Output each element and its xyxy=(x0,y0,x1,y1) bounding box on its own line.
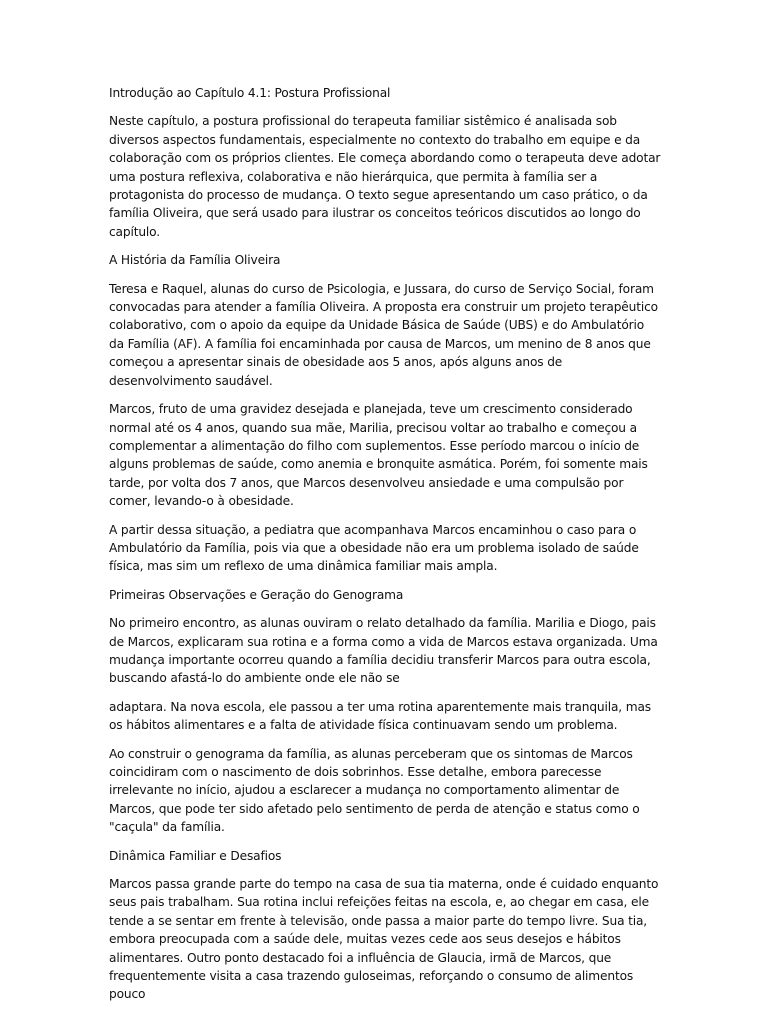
paragraph: No primeiro encontro, as alunas ouviram o relato detalhado da família. Marilia e Diogo, pais de Marcos, explicaram sua rotina e a forma como a vida de Marcos estava organizada. Uma mudança importante ocorreu quando a família decidiu transferir Marcos para outra escola, buscando afastá-lo do ambiente onde ele não se xyxy=(109,616,658,686)
section-heading: Dinâmica Familiar e Desafios xyxy=(109,848,282,863)
paragraph: Neste capítulo, a postura profissional do terapeuta familiar sistêmico é analisada sob diversos aspectos fundamentais, especialmente no contexto do trabalho em equipe e da colaboração com os próprios clientes. Ele começa abordando como o terapeuta deve adotar uma postura reflexiva, colaborativa e não hierárquica, que permita à família ser a protagonista do processo de mudança. O texto segue apresentando um caso prático, o da família Oliveira, que será usado para ilustrar os conceitos teóricos discutidos ao longo do capítulo. xyxy=(109,114,661,239)
paragraph: A partir dessa situação, a pediatra que acompanhava Marcos encaminhou o caso para o Ambulatório da Família, pois via que a obesidade não era um problema isolado de saúde física, mas sim um reflexo de uma dinâmica familiar mais ampla. xyxy=(109,522,639,574)
paragraph: Teresa e Raquel, alunas do curso de Psicologia, e Jussara, do curso de Serviço Social, foram convocadas para atender a família Oliveira. A proposta era construir um projeto terapêutico colaborativo, com o apoio da equipe da Unidade Básica de Saúde (UBS) e do Ambulatório da Família (AF). A família foi encaminhada por causa de Marcos, um menino de 8 anos que começou a apresentar sinais de obesidade aos 5 anos, após alguns anos de desenvolvimento saudável. xyxy=(109,281,658,388)
section-heading: A História da Família Oliveira xyxy=(109,253,281,268)
section-heading: Primeiras Observações e Geração do Genograma xyxy=(109,587,404,602)
section-heading: Introdução ao Capítulo 4.1: Postura Profissional xyxy=(109,86,391,100)
paragraph: Ao construir o genograma da família, as alunas perceberam que os sintomas de Marcos coincidiram com o nascimento de dois sobrinhos. Esse detalhe, embora parecesse irrelevante no início, ajudou a esclarecer a mudança no comportamento alimentar de Marcos, que pode ter sido afetado pelo sentimento de perda de atenção e status como o "caçula" da família. xyxy=(109,746,640,835)
paragraph: Marcos, fruto de uma gravidez desejada e planejada, teve um crescimento considerado normal até os 4 anos, quando sua mãe, Marilia, precisou voltar ao trabalho e começou a complementar a alimentação do filho com suplementos. Esse período marcou o início de alguns problemas de saúde, como anemia e bronquite asmática. Porém, foi somente mais tarde, por volta dos 7 anos, que Marcos desenvolveu ansiedade e uma compulsão por comer, levando-o à obesidade. xyxy=(109,402,648,509)
paragraph: adaptara. Na nova escola, ele passou a ter uma rotina aparentemente mais tranquila, mas os hábitos alimentares e a falta de atividade física continuavam sendo um problema. xyxy=(109,699,651,733)
document-body xyxy=(109,84,661,1014)
paragraph: Marcos passa grande parte do tempo na casa de sua tia materna, onde é cuidado enquanto seus pais trabalham. Sua rotina inclui refeições feitas na escola, e, ao chegar em casa, ele tende a se sentar em frente à televisão, onde passa a maior parte do tempo livre. Sua tia, embora preocupada com a saúde dele, muitas vezes cede aos seus desejos e hábitos alimentares. Outro ponto destacado foi a influência de Glaucia, irmã de Marcos, que frequentemente visita a casa trazendo guloseimas, reforçando o consumo de alimentos pouco xyxy=(109,877,659,1002)
